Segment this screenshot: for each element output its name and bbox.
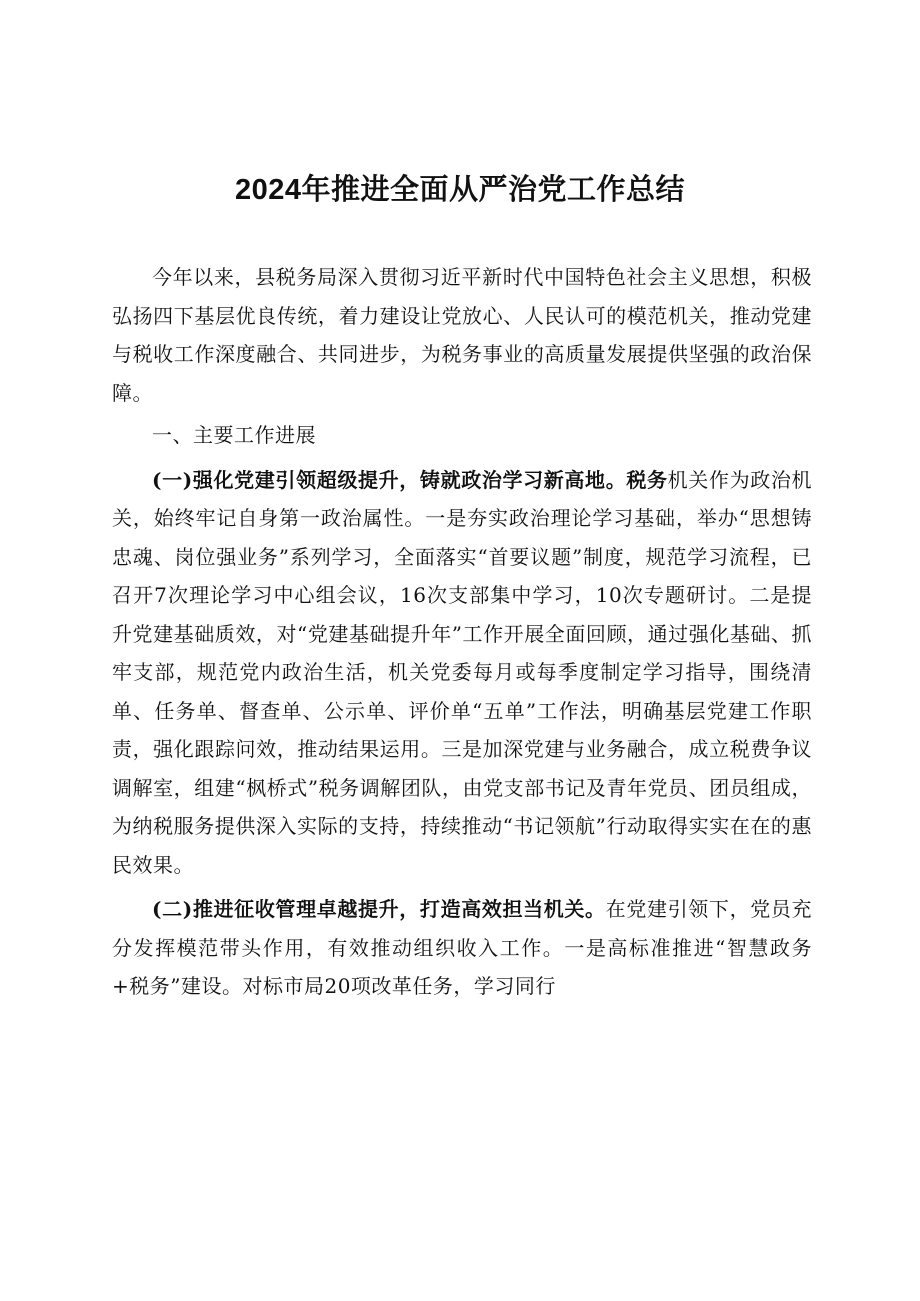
subsection-2-text: 在党建引领下，党员充分发挥模范带头作用，有效推动组织收入工作。一是高标准推进“智慧政务+税务”建设。对标市局20项改革任务，学习同行 — [112, 897, 813, 998]
subsection-1-paragraph — [112, 461, 812, 885]
document-body — [112, 258, 812, 1006]
subsection-2-paragraph — [112, 890, 812, 1006]
subsection-2-heading: (二)推进征收管理卓越提升，打造高效担当机关。 — [152, 897, 606, 921]
intro-paragraph: 今年以来，县税务局深入贯彻习近平新时代中国特色社会主义思想，积极弘扬四下基层优良传统，着力建设让党放心、人民认可的模范机关，推动党建与税收工作深度融合、共同进步，为税务事业的高质量发展提供坚强的政治保障。 — [112, 265, 812, 405]
document-title: 2024年推进全面从严治党工作总结 — [234, 174, 685, 206]
subsection-1-text: 机关作为政治机关，始终牢记自身第一政治属性。一是夯实政治理论学习基础，举办“思想铸忠魂、岗位强业务”系列学习，全面落实“首要议题”制度，规范学习流程，已召开7次理论学习中心组会议，16次支部集中学习，10次专题研讨。二是提升党建基础质效，对“党建基础提升年”工作开展全面回顾，通过强化基础、抓牢支部，规范党内政治生活，机关党委每月或每季度制定学习指导，围绕清单、任务单、督查单、公示单、评价单“五单”工作法，明确基层党建工作职责，强化跟踪问效，推动结果运用。三是加深党建与业务融合，成立税费争议调解室，组建“枫桥式”税务调解团队，由党支部书记及青年党员、团员组成，为纳税服务提供深入实际的支持，持续推动“书记领航”行动取得实实在在的惠民效果。 — [112, 467, 812, 877]
section-heading: 一、主要工作进展 — [152, 423, 316, 447]
subsection-1-heading: (一)强化党建引领超级提升，铸就政治学习新高地。税务 — [152, 467, 668, 492]
